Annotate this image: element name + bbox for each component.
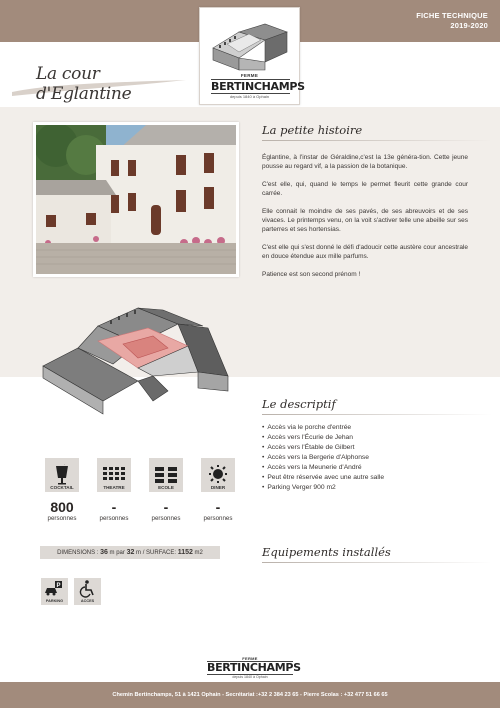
capacity-theatre <box>88 458 140 522</box>
capacity-row <box>36 458 244 528</box>
histoire-text <box>262 153 468 288</box>
histoire-paragraph: C'est elle, qui, quand le temps le permet fleurit cette grande cour carrée. <box>262 180 468 198</box>
list-item: • Accès vers la Bergerie d'Alphonse <box>262 453 482 463</box>
list-item: • Accès vers la Meunerie d'André <box>262 463 482 473</box>
parking-icon <box>41 578 68 605</box>
capacity-label: THEATRE <box>103 485 125 490</box>
capacity-cocktail <box>36 458 88 522</box>
logo-since-text: depuis 1840 à Ophain <box>229 94 270 99</box>
footer-bar <box>0 682 500 708</box>
fiche-technique-label <box>416 11 488 31</box>
histoire-paragraph: Patience est son second prénom ! <box>262 270 361 278</box>
footer-contact: Chemin Bertinchamps, 51 à 1421 Ophain - Secrétariat :+32 2 384 23 65 - Pierre Scolas : +32 477 51 66 65 <box>112 692 388 698</box>
courtyard-photo <box>33 122 239 277</box>
brand-logo <box>199 7 305 105</box>
histoire-paragraph: Églantine, à l'instar de Géraldine,c'est la 13e généra-tion. Cette jeune pousse au regard vif, a la passion de la botanique. <box>262 154 468 171</box>
list-item: • Accès vers l'Écurie de Jehan <box>262 433 482 443</box>
equipements-heading-text: Equipements installés <box>262 545 391 559</box>
histoire-heading-text: La petite histoire <box>262 123 363 137</box>
logo-ferme-text: FERME <box>240 73 259 78</box>
capacity-value: - <box>215 499 221 515</box>
list-item: • Accès vers l'Étable de Gilbert <box>262 443 482 453</box>
dimension-width: 32 <box>126 549 135 556</box>
school-icon <box>149 458 183 492</box>
footer-logo <box>203 656 301 679</box>
season-label: 2019-2020 <box>450 21 488 30</box>
descriptif-list <box>262 423 482 493</box>
capacity-diner <box>192 458 244 522</box>
capacity-label: DINER <box>210 485 226 490</box>
histoire-heading <box>262 123 362 137</box>
equipements-heading <box>262 545 391 559</box>
capacity-unit: personnes <box>47 515 77 522</box>
dimensions-bar <box>40 546 220 559</box>
capacity-label: COCKTAIL <box>50 485 74 490</box>
capacity-unit: personnes <box>203 515 233 522</box>
list-item: • Accès via le porche d'entrée <box>262 423 482 433</box>
capacity-value: - <box>111 499 117 515</box>
capacity-value: - <box>163 499 169 515</box>
cocktail-icon <box>45 458 79 492</box>
descriptif-heading-text: Le descriptif <box>262 397 336 411</box>
descriptif-heading <box>262 397 336 411</box>
logo-brand-name: BERTINCHAMPS <box>207 661 301 674</box>
page-title: La cour d'Eglantine <box>36 64 132 104</box>
equipement-label: ACCES <box>80 599 95 603</box>
courtyard-photo-image <box>36 125 236 274</box>
page-title-block <box>10 60 190 105</box>
equipement-label: PARKING <box>45 599 64 603</box>
capacity-unit: personnes <box>99 515 129 522</box>
histoire-paragraph: Elle connait le moindre de ses pavés, de ses abreuvoirs et de ses vivaces. Le printemps venu, on la voit s'activer telle une abeille sur ses parterres et ses hortensias. <box>262 207 468 234</box>
dimensions-label: DIMENSIONS : <box>57 550 101 556</box>
heading-divider <box>262 562 492 563</box>
surface-value: 1152 <box>177 549 193 556</box>
theatre-icon <box>97 458 131 492</box>
capacity-ecole <box>140 458 192 522</box>
heading-divider <box>262 140 492 141</box>
surface-unit: m2 <box>192 550 203 556</box>
heading-divider <box>262 414 492 415</box>
fiche-title: FICHE TECHNIQUE <box>416 11 488 20</box>
svg-text:P: P <box>56 583 61 589</box>
logo-brand-name: BERTINCHAMPS <box>211 80 305 93</box>
capacity-label: ECOLE <box>158 485 174 490</box>
histoire-paragraph: C'est elle qui s'est donné le défi d'adoucir cette austère cour ancestrale en douce étendue aux mille parfums. <box>262 243 468 261</box>
farm-logo-icon <box>209 18 291 72</box>
surface-label: m / SURFACE: <box>134 550 178 556</box>
capacity-unit: personnes <box>151 515 181 522</box>
accessibility-icon <box>74 578 101 605</box>
logo-since-text: depuis 1840 à Ophain <box>232 675 268 679</box>
dinner-icon <box>201 458 235 492</box>
list-item: • Peut être réservée avec une autre salle <box>262 473 482 483</box>
dimension-length: 36 <box>100 549 108 556</box>
capacity-value: 800 <box>50 499 74 515</box>
logo-ferme-text: FERME <box>242 656 258 661</box>
courtyard-plan-3d <box>38 296 238 426</box>
dimension-by: m par <box>107 550 127 556</box>
list-item: • Parking Verger 900 m2 <box>262 483 482 493</box>
